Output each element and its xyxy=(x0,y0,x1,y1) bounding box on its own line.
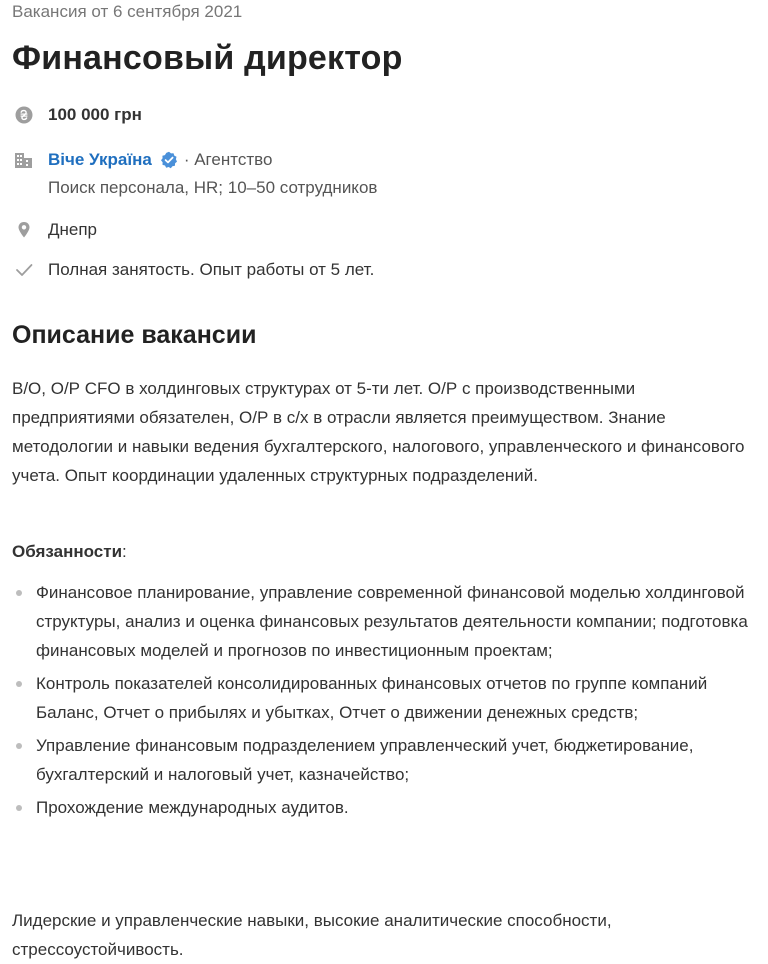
building-icon xyxy=(12,148,36,172)
list-item: Прохождение международных аудитов. xyxy=(12,793,762,822)
list-item: Финансовое планирование, управление современной финансовой моделью холдинговой структуры, анализ и оценка финансовых результатов деятельности компании; подготовка финансовых моделей и прогнозов по инвестиционным проектам; xyxy=(12,578,762,665)
responsibilities-colon: : xyxy=(122,542,127,561)
salary-row xyxy=(12,103,142,127)
hryvnia-coin-icon xyxy=(12,103,36,127)
list-item: Управление финансовым подразделением управленческий учет, бюджетирование, бухгалтерский и налоговый учет, казначейство; xyxy=(12,731,762,789)
company-details: Поиск персонала, HR; 10–50 сотрудников xyxy=(48,178,378,197)
responsibilities-label xyxy=(12,540,127,564)
verified-check-icon xyxy=(160,151,178,169)
responsibilities-list xyxy=(12,578,762,826)
list-item: Контроль показателей консолидированных финансовых отчетов по группе компаний Баланс, Отчет о прибылях и убытках, Отчет о движении денежных средств; xyxy=(12,669,762,727)
employment-row xyxy=(12,258,374,282)
responsibilities-label-text: Обязанности xyxy=(12,542,123,561)
location-row xyxy=(12,218,97,242)
salary-value: 100 000 грн xyxy=(48,105,142,124)
description-heading: Описание вакансии xyxy=(12,321,257,349)
employment-info: Полная занятость. Опыт работы от 5 лет. xyxy=(48,260,375,279)
map-pin-icon xyxy=(12,218,36,242)
vacancy-date: Вакансия от 6 сентября 2021 xyxy=(12,2,243,21)
skills-summary: Лидерские и управленческие навыки, высокие аналитические способности, стрессоустойчивость. xyxy=(12,911,612,959)
description-intro: В/О, О/Р CFO в холдинговых структурах от 5-ти лет. О/Р с производственными предприятиями обязателен, О/Р в с/х в отрасли является преимуществом. Знание методологии и навыки ведения бухгалтерского, налогового, управленческого и финансового учета. Опыт координации удаленных структурных подразделений. xyxy=(12,379,745,485)
company-info xyxy=(48,148,377,200)
company-line xyxy=(48,148,377,172)
company-type: · Агентство xyxy=(183,150,273,169)
company-row xyxy=(12,148,377,200)
page-title: Финансовый директор xyxy=(12,39,403,77)
company-name-link[interactable]: Віче Україна xyxy=(48,150,152,169)
checkmark-icon xyxy=(12,258,36,282)
city-name: Днепр xyxy=(48,220,98,239)
